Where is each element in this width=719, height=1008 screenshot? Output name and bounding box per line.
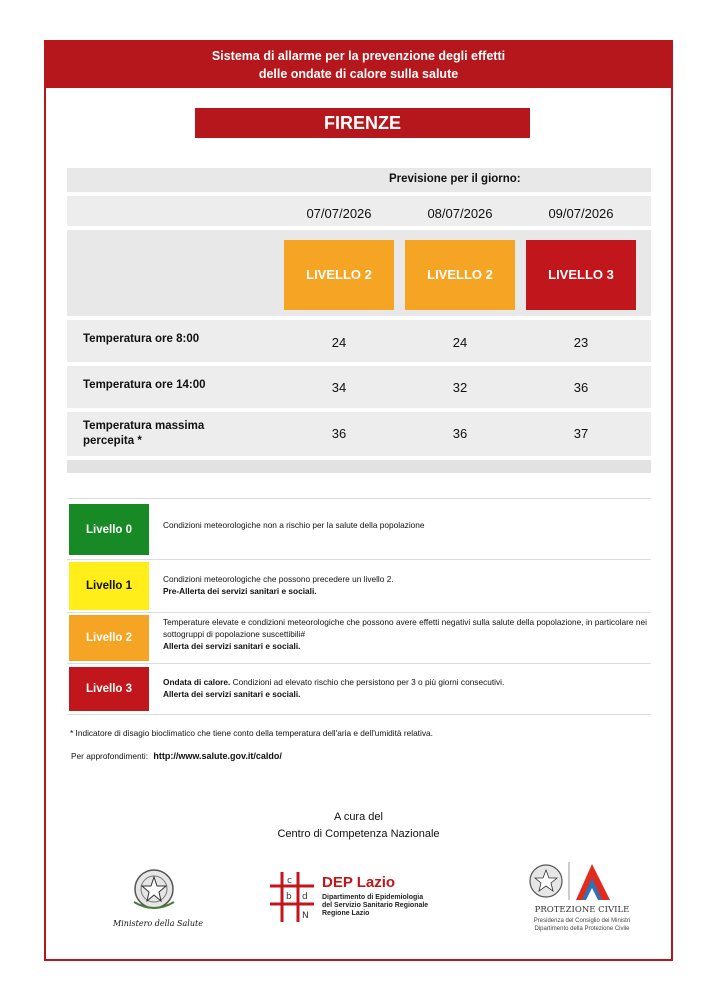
legend-text-level-0: Condizioni meteorologiche non a rischio per la salute della popolazione (163, 520, 425, 530)
level-badge-day-2: LIVELLO 2 (405, 240, 515, 310)
temp-value: 36 (573, 380, 589, 395)
footnote: * Indicatore di disagio bioclimatico che tiene conto della temperatura dell'aria e dell'umidità relativa. (70, 728, 433, 738)
level-badge-day-3: LIVELLO 3 (526, 240, 636, 310)
row-label (83, 419, 204, 449)
legend-row-level-1 (67, 559, 651, 611)
ministero-label: Ministero della Salute (113, 919, 203, 928)
forecast-caption-row (67, 168, 651, 192)
forecast-caption: Previsione per il giorno: (389, 173, 521, 185)
dep-grid-icon (268, 870, 316, 924)
legend-description: Condizioni ad elevato rischio che persistono per 3 o più giorni consecutivi. (230, 677, 505, 687)
temp-value: 24 (452, 335, 468, 350)
temp-value: 37 (573, 426, 589, 441)
svg-text:N: N (302, 911, 309, 921)
dep-line: Regione Lazio (322, 910, 370, 917)
legend-text-level-1 (163, 573, 647, 597)
legend-text-level-3 (163, 676, 647, 700)
temp-value: 32 (452, 380, 468, 395)
legend-description: Condizioni meteorologiche che possono precedere un livello 2. (163, 574, 394, 584)
dep-subtitle (322, 894, 428, 918)
forecast-date-3: 09/07/2026 (548, 206, 614, 221)
legend-action: Allerta dei servizi sanitari e sociali. (163, 641, 301, 651)
forecast-bottom-bar (67, 460, 651, 473)
legend-badge-level-3: Livello 3 (69, 667, 149, 711)
more-info-link[interactable]: http://www.salute.gov.it/caldo/ (153, 751, 282, 761)
pc-line: Presidenza del Consiglio dei Ministri (533, 918, 631, 924)
level-badge-day-1: LIVELLO 2 (284, 240, 394, 310)
bulletin-header (46, 42, 671, 88)
legend-description: Temperature elevate e condizioni meteorologiche che possono avere effetti negativi sulla salute della popolazione, in particolare nei sottogruppi di popolazione suscettibili# (163, 617, 647, 639)
dep-lazio-logo (268, 870, 448, 930)
forecast-row-perceived (67, 412, 651, 456)
svg-text:d: d (302, 892, 308, 902)
dep-title: DEP Lazio (322, 874, 396, 891)
protezione-civile-emblem-icon (524, 860, 614, 902)
credits-line-1: A cura del (334, 811, 383, 823)
header-line-2: delle ondate di calore sulla salute (258, 67, 459, 81)
temp-value: 36 (452, 426, 468, 441)
legend-badge-level-2: Livello 2 (69, 615, 149, 661)
protezione-civile-logo (512, 860, 652, 940)
legend-badge-level-0: Livello 0 (69, 504, 149, 555)
row-label-line-2: percepita * (83, 435, 142, 447)
legend-text-level-2 (163, 616, 647, 652)
legend-action: Allerta dei servizi sanitari e sociali. (163, 689, 301, 699)
pc-subtitle (512, 917, 652, 933)
forecast-date-1: 07/07/2026 (306, 206, 372, 221)
legend-row-level-3 (67, 663, 651, 715)
svg-text:c: c (287, 876, 292, 886)
bulletin-frame (44, 40, 673, 961)
row-label-line-1: Temperatura massima (83, 420, 205, 432)
svg-text:b: b (286, 892, 292, 902)
row-label: Temperatura ore 14:00 (83, 379, 206, 391)
forecast-row-temp-14 (67, 366, 651, 408)
legend-row-level-0 (67, 498, 651, 558)
credits-line-2: Centro di Competenza Nazionale (277, 828, 440, 840)
forecast-row-temp-8 (67, 320, 651, 362)
legend-row-level-2 (67, 612, 651, 662)
forecast-date-2: 08/07/2026 (427, 206, 493, 221)
pc-title: PROTEZIONE CIVILE (534, 905, 630, 915)
dep-line: Dipartimento di Epidemiologia (322, 894, 424, 901)
temp-value: 36 (331, 426, 347, 441)
more-info (71, 751, 282, 761)
temp-value: 34 (331, 380, 347, 395)
legend-lead: Ondata di calore. (163, 677, 231, 687)
dep-line: del Servizio Sanitario Regionale (322, 902, 429, 909)
credits (46, 809, 671, 843)
temp-value: 24 (331, 335, 347, 350)
legend-badge-level-1: Livello 1 (69, 562, 149, 610)
republic-emblem-icon (124, 864, 184, 914)
header-line-1: Sistema di allarme per la prevenzione degli effetti (211, 49, 506, 63)
more-info-label: Per approfondimenti: (71, 751, 149, 761)
city-title: FIRENZE (195, 108, 530, 138)
forecast-levels-row (67, 230, 651, 316)
ministero-logo (108, 864, 208, 934)
row-label: Temperatura ore 8:00 (83, 333, 200, 345)
legend-action: Pre-Allerta dei servizi sanitari e sociali. (163, 586, 317, 596)
pc-line: Dipartimento della Protezione Civile (534, 926, 630, 932)
forecast-dates-row (67, 196, 651, 226)
temp-value: 23 (573, 335, 589, 350)
